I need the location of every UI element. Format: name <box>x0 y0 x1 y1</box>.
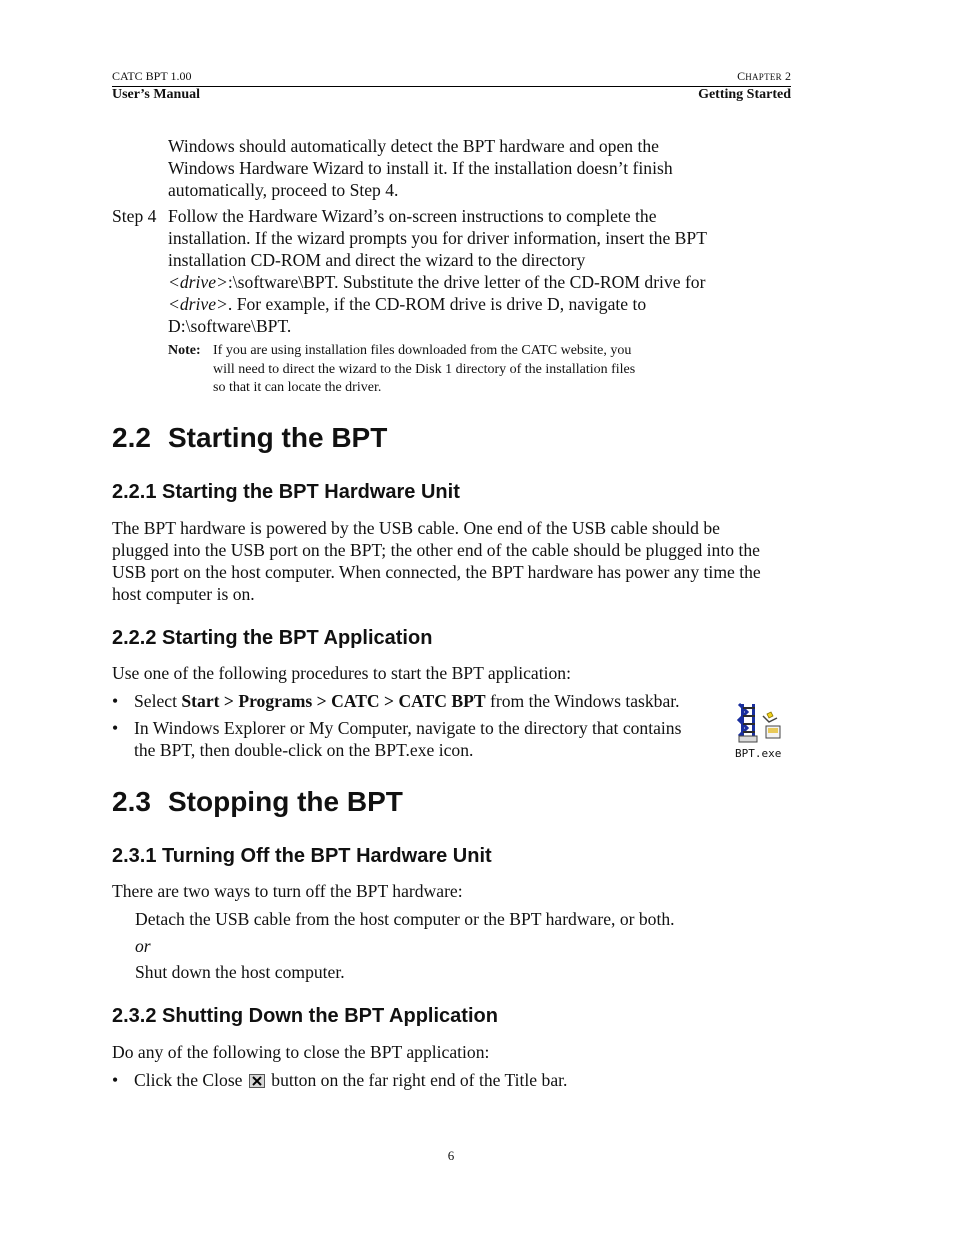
bpt-device-icon <box>733 702 785 746</box>
list-item-text: Click the Close <box>134 1070 247 1090</box>
subsection-heading-2-2-2: 2.2.2 Starting the BPT Application <box>112 627 433 649</box>
paragraph-line: host computer is on. <box>112 584 255 604</box>
step4-line: installation. If the wizard prompts you for driver information, insert the BPT <box>168 228 707 248</box>
application-intro: Use one of the following procedures to start the BPT application: <box>112 663 571 683</box>
section-heading-text: Stopping the BPT <box>168 786 403 817</box>
chapter-label <box>737 69 791 84</box>
subsection-heading-2-3-2: 2.3.2 Shutting Down the BPT Application <box>112 1005 498 1027</box>
intro-line: Windows should automatically detect the BPT hardware and open the <box>168 136 659 156</box>
intro-paragraph <box>168 135 673 201</box>
list-item-text: Select <box>134 691 182 711</box>
section-number: 2.2 <box>112 422 151 453</box>
step-label: Step 4 <box>112 206 157 226</box>
option-shutdown: Shut down the host computer. <box>135 962 345 982</box>
chapter-number: 2 <box>785 69 791 83</box>
note-label: Note: <box>168 343 201 358</box>
section-title: Getting Started <box>698 87 791 102</box>
shutdown-intro: Do any of the following to close the BPT application: <box>112 1042 490 1062</box>
bullet: • <box>112 718 119 738</box>
step4-line <box>168 271 707 293</box>
or-text: or <box>135 936 151 956</box>
step4-line: Follow the Hardware Wizard’s on-screen instructions to complete the <box>168 206 657 226</box>
subsection-heading-2-3-1: 2.3.1 Turning Off the BPT Hardware Unit <box>112 845 492 867</box>
turnoff-intro: There are two ways to turn off the BPT hardware: <box>112 881 463 901</box>
bullet: • <box>112 1070 119 1090</box>
icon-label: BPT.exe <box>735 747 782 760</box>
step4-paragraph <box>168 205 707 337</box>
list-item-text: In Windows Explorer or My Computer, navigate to the directory that contains <box>134 718 682 738</box>
chapter-label-first: C <box>737 69 746 83</box>
bpt-exe-icon[interactable] <box>733 702 789 764</box>
section-heading-text: Starting the BPT <box>168 422 388 453</box>
close-button-icon <box>249 1074 265 1088</box>
page-number: 6 <box>447 1148 455 1163</box>
subsection-heading-2-2-1: 2.2.1 Starting the BPT Hardware Unit <box>112 481 460 503</box>
list-item <box>112 1069 567 1091</box>
drive-placeholder: <drive> <box>168 294 228 314</box>
note-line: will need to direct the wizard to the Disk 1 directory of the installation files <box>213 361 636 377</box>
menu-path: Start > Programs > CATC > CATC BPT <box>181 691 486 711</box>
list-item-text: button on the far right end of the Title bar. <box>266 1070 568 1090</box>
hardware-paragraph <box>112 517 761 605</box>
doc-title: CATC BPT 1.00 <box>112 69 192 83</box>
list-item <box>112 717 681 761</box>
step4-line-text: . For example, if the CD-ROM drive is drive D, navigate to <box>227 294 647 314</box>
paragraph-line: The BPT hardware is powered by the USB cable. One end of the USB cable should be <box>112 518 720 538</box>
chapter-label-rest: HAPTER <box>745 72 782 82</box>
drive-placeholder: <drive> <box>168 272 228 292</box>
intro-line: Windows Hardware Wizard to install it. If the installation doesn’t finish <box>168 158 673 178</box>
manual-title: User’s Manual <box>112 87 201 102</box>
step4-line: installation CD-ROM and direct the wizard to the directory <box>168 250 586 270</box>
step4-line: D:\software\BPT. <box>168 316 292 336</box>
paragraph-line: plugged into the USB port on the BPT; the other end of the cable should be plugged into the <box>112 540 760 560</box>
list-item-text: from the Windows taskbar. <box>485 691 680 711</box>
bullet: • <box>112 691 119 711</box>
note-paragraph <box>213 342 635 398</box>
intro-line: automatically, proceed to Step 4. <box>168 180 399 200</box>
section-number: 2.3 <box>112 786 151 817</box>
section-heading-2-3 <box>112 786 403 818</box>
note-line: If you are using installation files downloaded from the CATC website, you <box>213 343 632 358</box>
list-item-text: the BPT, then double-click on the BPT.exe icon. <box>134 740 474 760</box>
section-heading-2-2 <box>112 422 387 454</box>
note-line: so that it can locate the driver. <box>213 380 382 395</box>
step4-line-text: :\software\BPT. Substitute the drive letter of the CD-ROM drive for <box>227 272 706 292</box>
step4-line <box>168 293 707 315</box>
list-item <box>112 690 680 712</box>
header-rule <box>112 86 791 87</box>
paragraph-line: USB port on the host computer. When connected, the BPT hardware has power any time the <box>112 562 761 582</box>
option-detach: Detach the USB cable from the host computer or the BPT hardware, or both. <box>135 909 675 929</box>
